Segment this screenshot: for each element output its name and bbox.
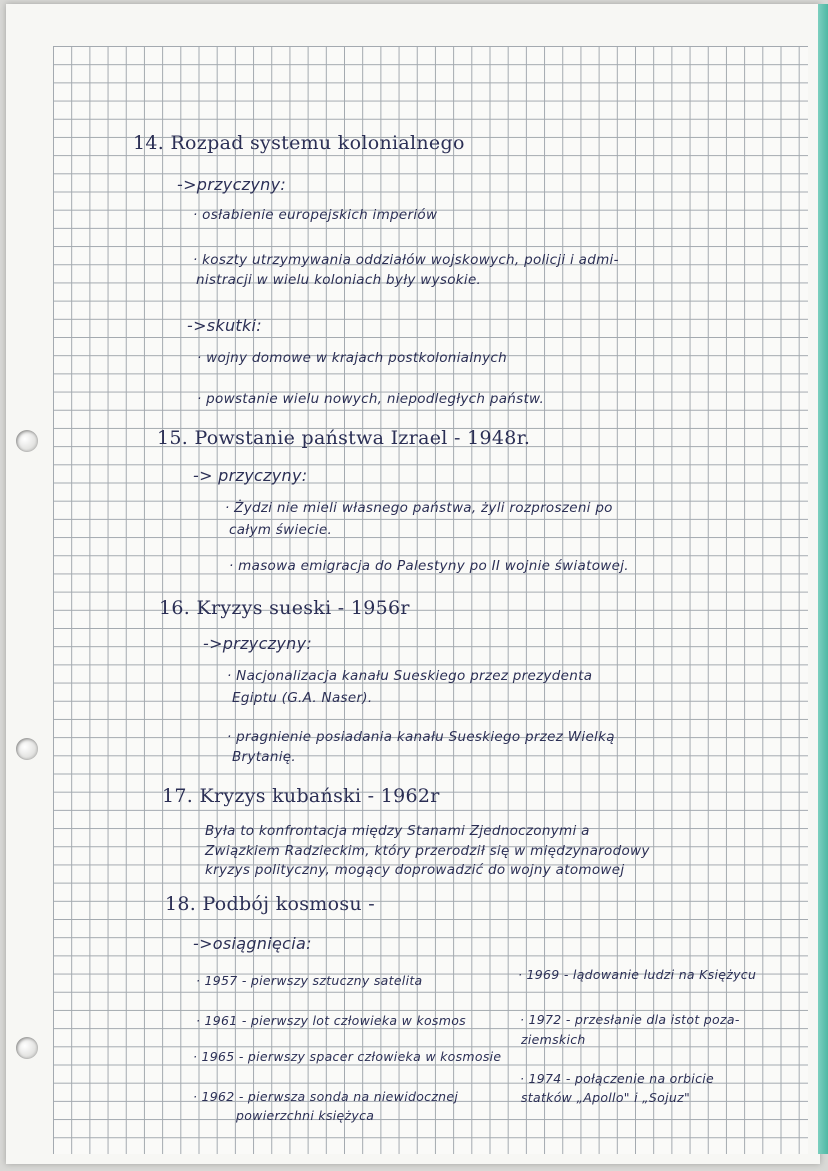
space-achievement: · 1969 - lądowanie ludzi na Księżycu [518,967,757,982]
section-17-text: Związkiem Radzieckim, który przerodził się w międzynarodowy [205,843,650,859]
space-achievement: · 1957 - pierwszy sztuczny satelita [196,973,423,988]
binder-hole-icon [16,1037,38,1059]
section-14-cause: · koszty utrzymywania oddziałów wojskowych, policji i admi- [193,252,619,268]
space-achievement: ziemskich [521,1032,586,1047]
section-15-causes-label: -> przyczyny: [193,466,308,485]
section-18-title: 18. Podbój kosmosu - [165,893,376,915]
space-achievement: powierzchni księżyca [236,1108,375,1123]
notebook-page [6,4,820,1164]
page-edge-strip [818,4,828,1154]
section-14-cause: nistracji w wielu koloniach były wysokie. [196,272,482,288]
section-15-cause: · Żydzi nie mieli własnego państwa, żyli rozproszeni po [225,500,613,516]
section-16-cause: Egiptu (G.A. Naser). [232,690,373,706]
section-14-title: 14. Rozpad systemu kolonialnego [133,132,465,154]
section-18-achievements-label: ->osiągnięcia: [193,934,312,953]
section-14-cause: · osłabienie europejskich imperiów [193,207,438,223]
space-achievement: · 1961 - pierwszy lot człowieka w kosmos [196,1013,466,1028]
space-achievement: · 1972 - przesłanie dla istot poza- [520,1012,740,1027]
section-17-title: 17. Kryzys kubański - 1962r [162,785,440,807]
section-14-effect: · wojny domowe w krajach postkolonialnych [197,350,508,366]
binder-hole-icon [16,430,38,452]
section-15-cause: · masowa emigracja do Palestyny po II wojnie światowej. [229,558,629,574]
section-16-cause: · pragnienie posiadania kanału Sueskiego przez Wielką [227,729,615,745]
section-16-causes-label: ->przyczyny: [203,634,313,653]
section-14-effects-label: ->skutki: [187,316,262,335]
section-14-causes-label: ->przyczyny: [177,175,287,194]
space-achievement: · 1974 - połączenie na orbicie [520,1071,715,1086]
section-15-cause: całym świecie. [229,522,333,538]
binder-hole-icon [16,738,38,760]
section-14-effect: · powstanie wielu nowych, niepodległych państw. [197,391,545,407]
section-15-title: 15. Powstanie państwa Izrael - 1948r. [157,427,531,449]
section-17-text: Była to konfrontacja między Stanami Zjednoczonymi a [205,823,590,839]
section-17-text: kryzys polityczny, mogący doprowadzić do wojny atomowej [205,862,625,878]
section-16-cause: Brytanię. [232,749,296,765]
space-achievement: · 1962 - pierwsza sonda na niewidocznej [193,1089,459,1104]
section-16-cause: · Nacjonalizacja kanału Sueskiego przez prezydenta [227,668,593,684]
section-16-title: 16. Kryzys sueski - 1956r [159,597,410,619]
space-achievement: statków „Apollo" i „Sojuz" [521,1090,690,1105]
space-achievement: · 1965 - pierwszy spacer człowieka w kosmosie [193,1049,502,1064]
